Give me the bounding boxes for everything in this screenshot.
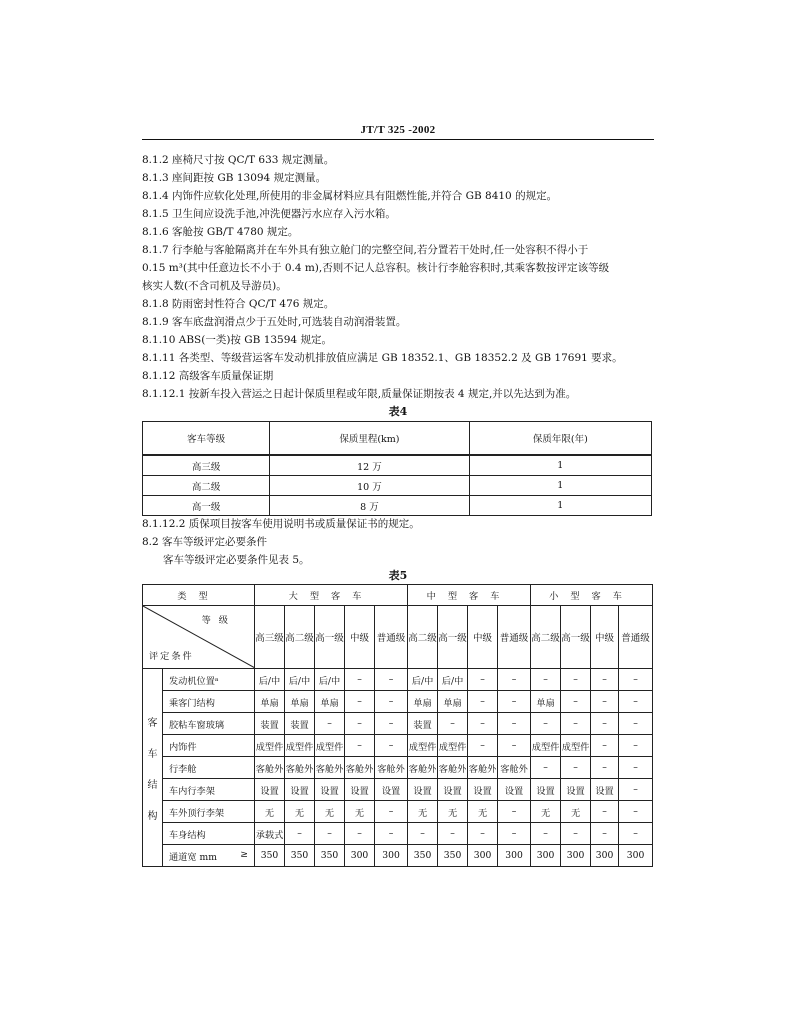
criterion-label: 车外顶行李架: [163, 801, 255, 823]
table-row: [143, 779, 653, 801]
table5-cell: –: [531, 669, 561, 691]
level-header: 高二级: [285, 606, 315, 669]
table4-header: 客车等级: [143, 422, 270, 456]
level-header: 普通级: [619, 606, 653, 669]
table-row: [143, 476, 652, 496]
side-char: 客: [147, 717, 158, 729]
table5-cell: –: [468, 735, 498, 757]
table5-cell: –: [468, 691, 498, 713]
table4-cell: 10 万: [270, 476, 469, 496]
table5-cell: –: [375, 735, 408, 757]
table4-cell: 1: [469, 496, 651, 516]
table5-cell: 设置: [345, 779, 375, 801]
table5-cell: –: [375, 669, 408, 691]
table5-cell: 无: [285, 801, 315, 823]
table5-cell: 设置: [408, 779, 438, 801]
side-char: 结: [147, 779, 158, 791]
table5-cell: –: [315, 713, 345, 735]
paragraph: 8.1.5 卫生间应设洗手池,冲洗便器污水应存入污水箱。: [142, 208, 396, 220]
table5-cell: 客舱外: [375, 757, 408, 779]
table5-cell: –: [591, 801, 619, 823]
table-row: [143, 757, 653, 779]
table5-cell: 300: [345, 845, 375, 867]
table5-cell: 350: [255, 845, 285, 867]
table4-header: 保质里程(km): [270, 422, 469, 456]
table4-cell: 1: [469, 476, 651, 496]
paragraph: 8.1.9 客车底盘润滑点少于五处时,可选装自动润滑装置。: [142, 316, 407, 328]
table5-cell: –: [591, 669, 619, 691]
table4-header: 保质年限(年): [469, 422, 651, 456]
table-row: [143, 496, 652, 516]
paragraph: 8.1.10 ABS(一类)按 GB 13594 规定。: [142, 334, 332, 346]
criterion-label: [163, 845, 255, 867]
table5-cell: 设置: [315, 779, 345, 801]
table4-cell: 8 万: [270, 496, 469, 516]
side-label: [143, 669, 163, 867]
paragraph: 8.1.2 座椅尺寸按 QC/T 633 规定测量。: [142, 154, 335, 166]
table5-cell: 设置: [531, 779, 561, 801]
table5-cell: 设置: [438, 779, 468, 801]
criteria-label: 评定条件: [149, 651, 194, 662]
table5-cell: 成型件: [438, 735, 468, 757]
table5-cell: –: [561, 669, 591, 691]
level-header: 高三级: [255, 606, 285, 669]
header-rule: [142, 139, 654, 140]
table5-cell: 客舱外: [408, 757, 438, 779]
table5-cell: 客舱外: [255, 757, 285, 779]
table5-cell: 承载式: [255, 823, 285, 845]
table4-cell: 1: [469, 455, 651, 476]
table5-cell: –: [561, 757, 591, 779]
table5-cell: 装置: [408, 713, 438, 735]
page-header: JT/T 325 -2002: [360, 124, 436, 136]
table5-caption: 表5: [388, 569, 408, 582]
table5-cell: –: [498, 669, 531, 691]
paragraph: 核实人数(不含司机及导游员)。: [142, 280, 287, 292]
table5-cell: 300: [468, 845, 498, 867]
table5-cell: 后/中: [408, 669, 438, 691]
table5-cell: 350: [438, 845, 468, 867]
paragraph: 8.1.3 座间距按 GB 13094 规定测量。: [142, 172, 327, 184]
table5-cell: 成型件: [285, 735, 315, 757]
table5-cell: –: [438, 713, 468, 735]
table5-cell: –: [619, 779, 653, 801]
table5-cell: –: [591, 691, 619, 713]
table5-cell: –: [375, 713, 408, 735]
criterion-label: 发动机位置ᵃ: [163, 669, 255, 691]
table5-cell: 设置: [468, 779, 498, 801]
paragraph: 0.15 m³(其中任意边长不小于 0.4 m),否则不记人总容积。核计行李舱容积时,其乘客数按评定该等级: [142, 262, 610, 274]
paragraph: 8.1.8 防雨密封性符合 QC/T 476 规定。: [142, 298, 335, 310]
table5-cell: –: [619, 801, 653, 823]
table5-cell: –: [375, 801, 408, 823]
table5-cell: 设置: [375, 779, 408, 801]
criterion-label: 胶粘车窗玻璃: [163, 713, 255, 735]
table5-cell: 300: [619, 845, 653, 867]
table5-cell: –: [498, 801, 531, 823]
table5-cell: 350: [408, 845, 438, 867]
table5-cell: 300: [531, 845, 561, 867]
table4-cell: 高一级: [143, 496, 270, 516]
table5-cell: –: [591, 757, 619, 779]
criterion-label: 行李舱: [163, 757, 255, 779]
table-row: [143, 801, 653, 823]
table5-cell: 后/中: [255, 669, 285, 691]
table5-cell: –: [345, 735, 375, 757]
group-header: 中型客车: [408, 585, 531, 606]
table5-cell: –: [619, 669, 653, 691]
table5-cell: –: [619, 735, 653, 757]
group-header: 小型客车: [531, 585, 653, 606]
table5-cell: 后/中: [285, 669, 315, 691]
table5-cell: 成型件: [531, 735, 561, 757]
table5-cell: –: [531, 757, 561, 779]
table5-cell: –: [561, 691, 591, 713]
table5-cell: 300: [561, 845, 591, 867]
table5-cell: –: [619, 713, 653, 735]
paragraph: 8.1.12 高级客车质量保证期: [142, 370, 274, 382]
paragraph: 8.1.12.2 质保项目按客车使用说明书或质量保证书的规定。: [142, 518, 420, 530]
table5-cell: 客舱外: [498, 757, 531, 779]
table4-cell: 12 万: [270, 455, 469, 476]
table5-cell: –: [468, 669, 498, 691]
table5-cell: –: [498, 823, 531, 845]
criterion-label: 内饰件: [163, 735, 255, 757]
paragraph: 8.1.12.1 按新车投入营运之日起计保质里程或年限,质量保证期按表 4 规定,并以先达到为准。: [142, 388, 577, 400]
table5-cell: 成型件: [408, 735, 438, 757]
table5-cell: 后/中: [315, 669, 345, 691]
table5-cell: –: [531, 713, 561, 735]
table5-cell: –: [498, 691, 531, 713]
table5-cell: 300: [375, 845, 408, 867]
table5-cell: 设置: [591, 779, 619, 801]
table5-cell: 无: [468, 801, 498, 823]
table5-cell: –: [619, 823, 653, 845]
table5-cell: –: [591, 735, 619, 757]
table5-cell: 设置: [498, 779, 531, 801]
table5-cell: 单扇: [438, 691, 468, 713]
table5: [142, 584, 653, 867]
table5-cell: 单扇: [315, 691, 345, 713]
table-row: [143, 823, 653, 845]
table5-cell: –: [531, 823, 561, 845]
level-header: 普通级: [498, 606, 531, 669]
table5-cell: 设置: [561, 779, 591, 801]
table5-cell: –: [619, 757, 653, 779]
diagonal-header: [143, 606, 255, 669]
table5-cell: –: [315, 823, 345, 845]
level-header: 中级: [468, 606, 498, 669]
table5-cell: 无: [531, 801, 561, 823]
table-row: [143, 713, 653, 735]
table5-cell: 无: [345, 801, 375, 823]
table5-cell: –: [345, 823, 375, 845]
table4-caption: 表4: [388, 405, 408, 418]
table5-cell: –: [468, 823, 498, 845]
criterion-label: 乘客门结构: [163, 691, 255, 713]
type-label: 类型: [143, 585, 255, 606]
table-row: [143, 845, 653, 867]
table5-cell: –: [591, 713, 619, 735]
table4: [142, 421, 652, 516]
side-char: 构: [147, 810, 158, 822]
table5-cell: –: [561, 823, 591, 845]
table5-cell: –: [345, 713, 375, 735]
table5-cell: 客舱外: [315, 757, 345, 779]
table5-cell: 装置: [255, 713, 285, 735]
table5-cell: 300: [591, 845, 619, 867]
table5-cell: –: [561, 713, 591, 735]
table5-cell: 单扇: [285, 691, 315, 713]
paragraph: 8.1.11 各类型、等级营运客车发动机排放值应满足 GB 18352.1、GB 18352.2 及 GB 17691 要求。: [142, 352, 623, 364]
table5-cell: 成型件: [315, 735, 345, 757]
table5-cell: 客舱外: [438, 757, 468, 779]
grade-label: 等级: [201, 615, 236, 626]
table5-cell: 客舱外: [285, 757, 315, 779]
table5-cell: 成型件: [561, 735, 591, 757]
table5-cell: –: [375, 691, 408, 713]
table-row: [143, 691, 653, 713]
table5-cell: –: [285, 823, 315, 845]
group-header: 大型客车: [255, 585, 408, 606]
level-header: 高二级: [531, 606, 561, 669]
table4-cell: 高三级: [143, 455, 270, 476]
table5-cell: 无: [561, 801, 591, 823]
table5-cell: 单扇: [255, 691, 285, 713]
table5-cell: 无: [315, 801, 345, 823]
level-header: 高一级: [315, 606, 345, 669]
table5-cell: –: [438, 823, 468, 845]
table5-cell: –: [591, 823, 619, 845]
level-header: 中级: [591, 606, 619, 669]
table5-cell: –: [468, 713, 498, 735]
table5-cell: –: [375, 823, 408, 845]
table5-cell: 设置: [285, 779, 315, 801]
table5-cell: –: [345, 669, 375, 691]
table5-cell: 装置: [285, 713, 315, 735]
paragraph: 8.1.4 内饰件应软化处理,所使用的非金属材料应具有阻燃性能,并符合 GB 8410 的规定。: [142, 190, 558, 202]
table5-cell: –: [498, 735, 531, 757]
table-row: [143, 735, 653, 757]
table5-cell: 客舱外: [345, 757, 375, 779]
table5-cell: 350: [315, 845, 345, 867]
criterion-label: 车内行李架: [163, 779, 255, 801]
table5-cell: –: [345, 691, 375, 713]
ge-symbol: ≥: [240, 848, 248, 860]
aisle-width-label: 通道宽 mm: [169, 851, 217, 863]
paragraph: 客车等级评定必要条件见表 5。: [163, 554, 310, 566]
table-row: [143, 455, 652, 476]
table5-cell: 无: [408, 801, 438, 823]
paragraph: 8.1.6 客舱按 GB/T 4780 规定。: [142, 226, 299, 238]
table5-cell: 单扇: [408, 691, 438, 713]
table5-cell: 无: [438, 801, 468, 823]
table5-cell: 设置: [255, 779, 285, 801]
table4-cell: 高二级: [143, 476, 270, 496]
table5-cell: –: [619, 691, 653, 713]
paragraph: 8.1.7 行李舱与客舱隔离并在车外具有独立舱门的完整空间,若分置若干处时,任一处容积不得小于: [142, 244, 589, 256]
level-header: 高二级: [408, 606, 438, 669]
level-header: 高一级: [438, 606, 468, 669]
table5-cell: 成型件: [255, 735, 285, 757]
table5-cell: –: [498, 713, 531, 735]
side-char: 车: [147, 748, 158, 760]
table5-cell: 无: [255, 801, 285, 823]
table5-cell: 单扇: [531, 691, 561, 713]
level-header: 高一级: [561, 606, 591, 669]
paragraph: 8.2 客车等级评定必要条件: [142, 536, 268, 548]
criterion-label: 车身结构: [163, 823, 255, 845]
table5-cell: 后/中: [438, 669, 468, 691]
table-row: [143, 669, 653, 691]
table5-cell: 300: [498, 845, 531, 867]
table5-cell: 350: [285, 845, 315, 867]
level-header: 中级: [345, 606, 375, 669]
table5-cell: 客舱外: [468, 757, 498, 779]
level-header: 普通级: [375, 606, 408, 669]
table5-cell: –: [408, 823, 438, 845]
